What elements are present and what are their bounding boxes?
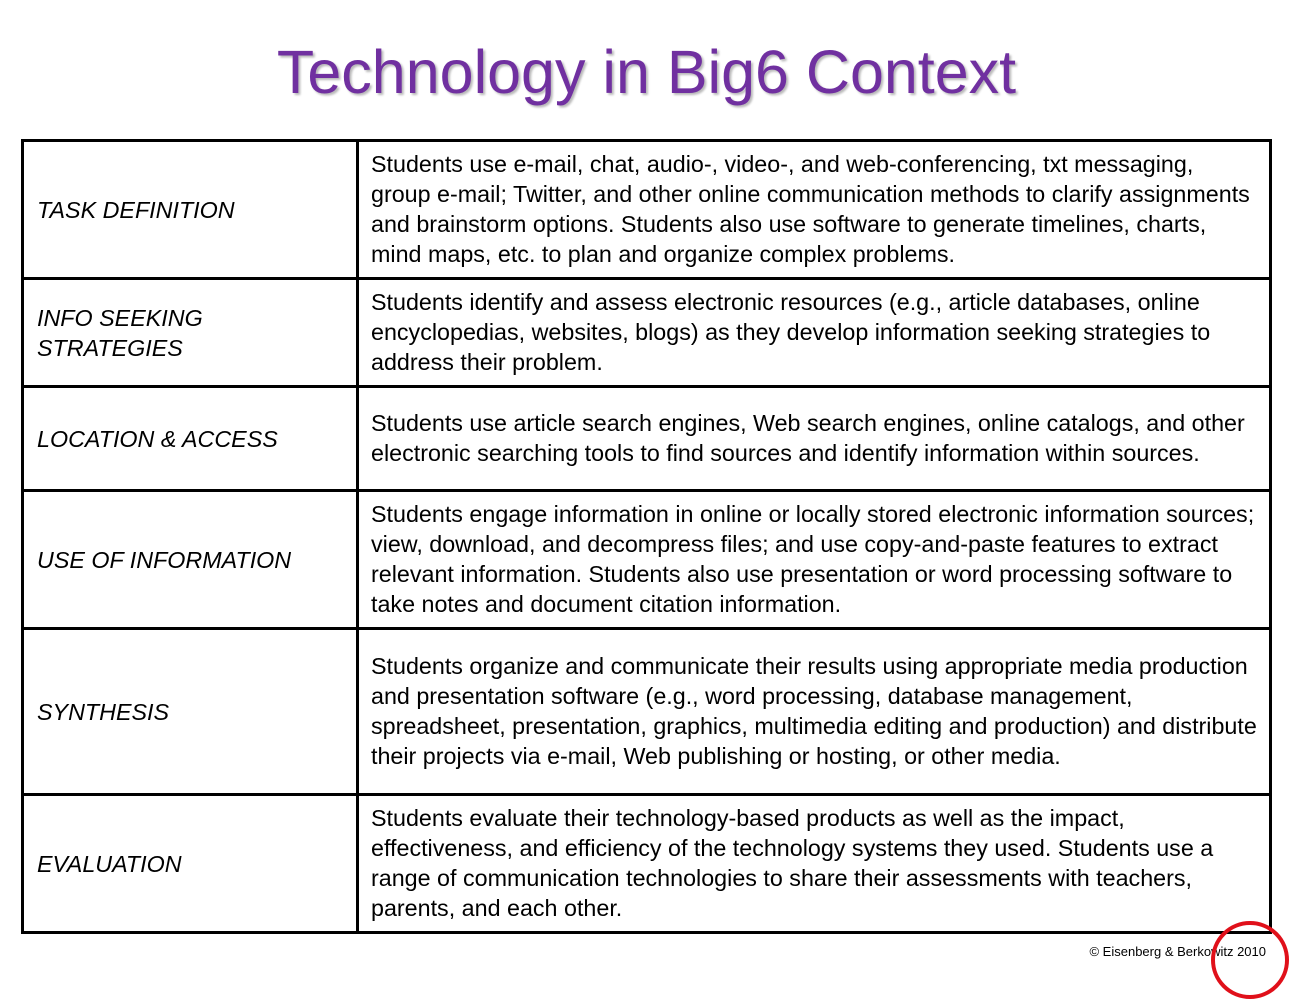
stage-description: Students engage information in online or locally stored electronic information sources; view, download, and decompress files; and use copy-and-paste features to extract relevant information. Students also use presentation or word processing software to take notes and document citation information. — [358, 491, 1271, 629]
slide-title: Technology in Big6 Context — [276, 38, 1017, 106]
red-circle-annotation — [1211, 921, 1289, 999]
stage-description: Students evaluate their technology-based products as well as the impact, effectiveness, and efficiency of the technology systems they used. Students use a range of communication technologies to share their assessments with teachers, parents, and each other. — [358, 795, 1271, 933]
copyright-notice: © Eisenberg & Berkowitz 2010 — [1089, 944, 1266, 959]
table-row-location-access — [23, 387, 1271, 491]
stage-label: INFO SEEKING STRATEGIES — [23, 279, 358, 387]
table-row-task-definition — [23, 141, 1271, 279]
stage-label: USE OF INFORMATION — [23, 491, 358, 629]
big6-table — [21, 139, 1272, 934]
stage-label: LOCATION & ACCESS — [23, 387, 358, 491]
stage-description: Students organize and communicate their results using appropriate media production and presentation software (e.g., word processing, database management, spreadsheet, presentation, graphics, multimedia editing and production) and distribute their projects via e-mail, Web publishing or hosting, or other media. — [358, 629, 1271, 795]
stage-description: Students identify and assess electronic resources (e.g., article databases, online encyclopedias, websites, blogs) as they develop information seeking strategies to address their problem. — [358, 279, 1271, 387]
stage-label: SYNTHESIS — [23, 629, 358, 795]
table-row-info-seeking-strategies — [23, 279, 1271, 387]
stage-description: Students use article search engines, Web search engines, online catalogs, and other electronic searching tools to find sources and identify information within sources. — [358, 387, 1271, 491]
stage-description: Students use e-mail, chat, audio-, video-, and web-conferencing, txt messaging, group e-mail; Twitter, and other online communication methods to clarify assignments and brainstorm options. Students also use software to generate timelines, charts, mind maps, etc. to plan and organize complex problems. — [358, 141, 1271, 279]
stage-label: EVALUATION — [23, 795, 358, 933]
stage-label: TASK DEFINITION — [23, 141, 358, 279]
table-row-evaluation — [23, 795, 1271, 933]
table-row-synthesis — [23, 629, 1271, 795]
table-row-use-of-information — [23, 491, 1271, 629]
